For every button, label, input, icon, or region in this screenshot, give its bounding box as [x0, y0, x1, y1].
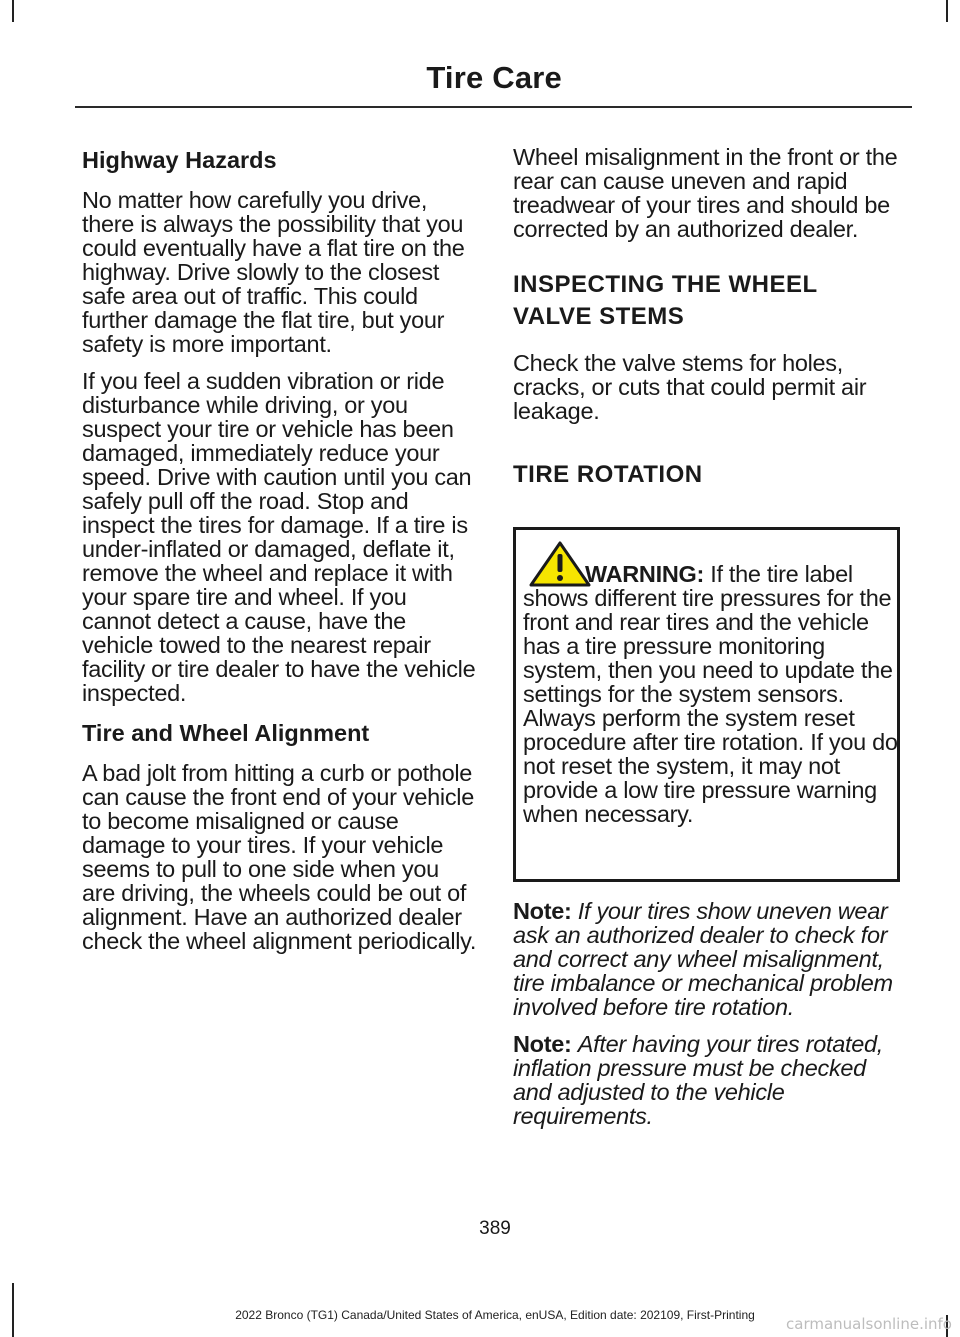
left-column	[82, 145, 478, 966]
warning-body: If the tire label shows different tire pressures for the front and rear tires and the vehicle has a tire pressure monitoring system, then you need to update the settings for the system sensors. Always perform the system reset procedure after tire rotation. If you do not reset the system, it may not provide a low tire pressure warning when necessary.	[523, 561, 898, 827]
watermark: carmanualsonline.info	[786, 1315, 952, 1333]
footer-edition: 2022 Bronco (TG1) Canada/United States of America, enUSA, Edition date: 202109, First-Printing	[235, 1308, 755, 1322]
page-header-title: Tire Care	[426, 60, 562, 95]
highway-paragraph-1: No matter how carefully you drive, there is always the possibility that you could eventually have a flat tire on the highway. Drive slowly to the closest safe area out of traffic. This could further damage the flat tire, but your safety is more important.	[82, 187, 465, 357]
tire-rotation-heading: TIRE ROTATION	[513, 461, 703, 488]
valve-stems-paragraph: Check the valve stems for holes, cracks, or cuts that could permit air leakage.	[513, 350, 867, 424]
note-1-label: Note:	[513, 898, 572, 924]
note-1	[513, 899, 909, 1019]
crop-mark-top-left	[12, 0, 14, 22]
highway-hazards-heading: Highway Hazards	[82, 147, 277, 173]
note-1-text: If your tires show uneven wear ask an authorized dealer to check for and correct any wheel misalignment, tire imbalance or mechanical problem involved before tire rotation.	[513, 898, 893, 1020]
right-column	[513, 145, 909, 489]
header-divider	[75, 106, 912, 108]
misalignment-paragraph: Wheel misalignment in the front or the rear can cause uneven and rapid treadwear of your tires and should be corrected by an authorized dealer.	[513, 144, 898, 242]
alignment-paragraph: A bad jolt from hitting a curb or pothole can cause the front end of your vehicle to become misaligned or cause damage to your tires. If your vehicle seems to pull to one side when you are driving, the wheels could be out of alignment. Have an authorized dealer check the wheel alignment periodically.	[82, 760, 477, 954]
notes	[513, 899, 909, 1141]
warning-box	[513, 527, 900, 882]
note-2-text: After having your tires rotated, inflation pressure must be checked and adjusted to the vehicle requirements.	[513, 1031, 883, 1129]
crop-mark-top-right	[946, 0, 948, 22]
warning-label: WARNING:	[585, 561, 705, 587]
valve-stems-heading-line-2: VALVE STEMS	[513, 303, 685, 330]
note-2	[513, 1032, 909, 1128]
valve-stems-heading-line-1: INSPECTING THE WHEEL	[513, 271, 818, 298]
page-number: 389	[479, 1218, 511, 1239]
alignment-heading: Tire and Wheel Alignment	[82, 720, 370, 746]
highway-paragraph-2: If you feel a sudden vibration or ride disturbance while driving, or you suspect your tire or vehicle has been damaged, immediately reduce your speed. Drive with caution until you can safely pull off the road. Stop and inspect the tires for damage. If a tire is under-inflated or damaged, deflate it, remove the wheel and replace it with your spare tire and wheel. If you cannot detect a cause, have the vehicle towed to the nearest repair facility or tire dealer to have the vehicle inspected.	[82, 368, 476, 706]
note-2-label: Note:	[513, 1031, 572, 1057]
warning-text	[523, 562, 899, 826]
